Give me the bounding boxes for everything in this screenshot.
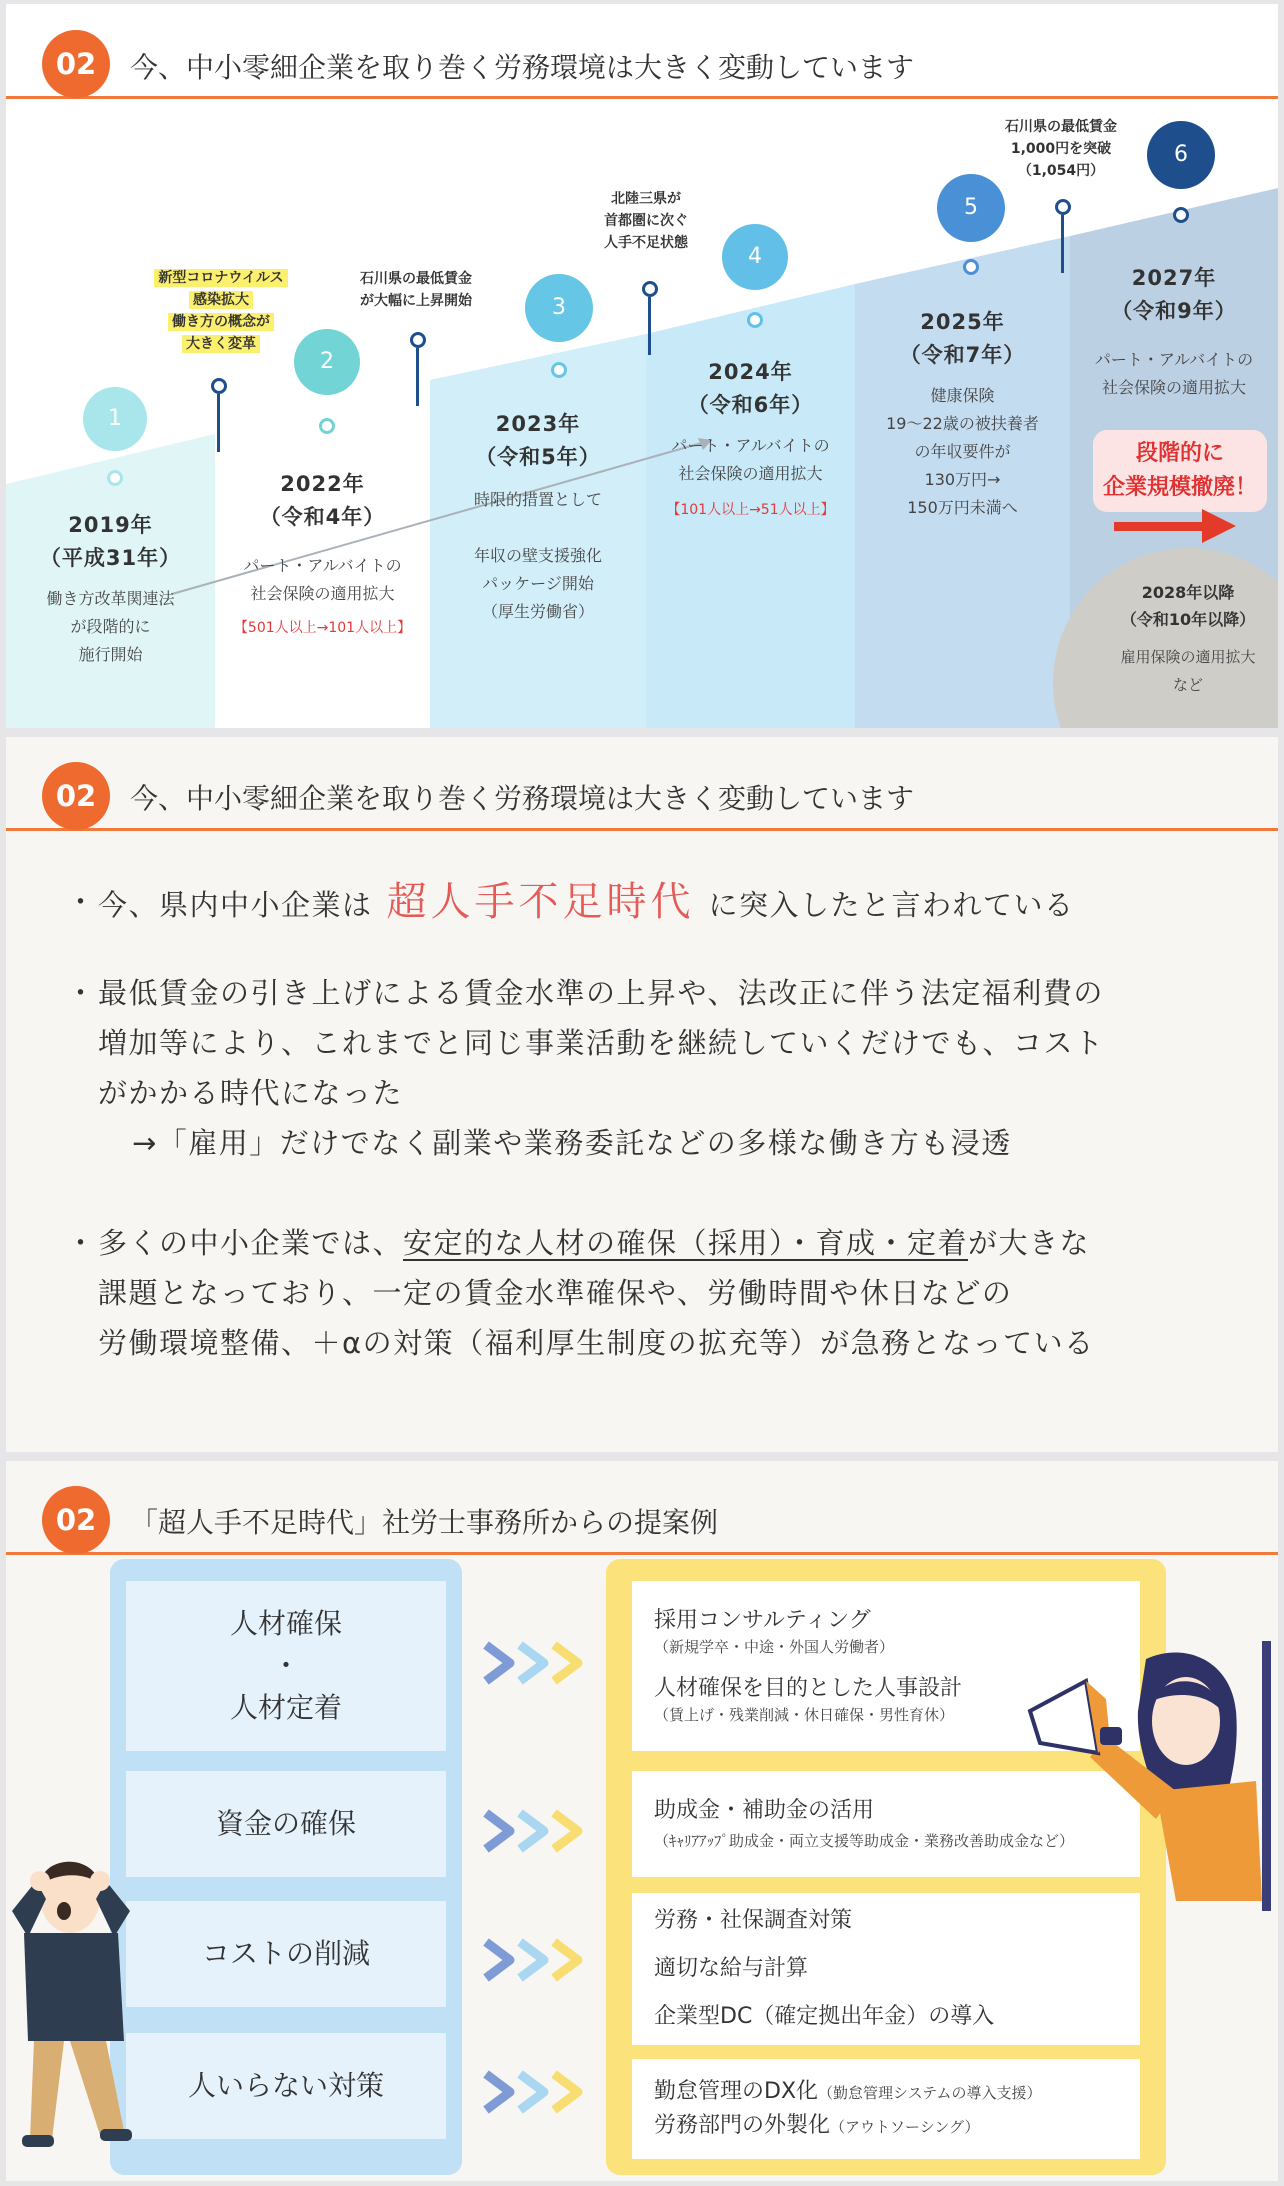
step-5-era: （令和7年） [899,343,1026,367]
wage-1000-pin-line [1061,215,1064,273]
solution-dx [632,2059,1140,2159]
step-6-desc [1070,346,1278,402]
solution-title: 労務部門の外製化 [654,2113,831,2138]
step-4-era: （令和6年） [687,393,814,417]
desc-line: 19〜22歳の被扶養者 [886,414,1039,433]
step-1-desc [6,585,215,669]
hokuriku-note [576,188,716,254]
issue-line: コストの削減 [201,1937,370,1970]
solution-detail: （ｷｬﾘｱｱｯﾌﾟ助成金・両立支援等助成金・業務改善助成金など） [654,1832,1075,1850]
step-3-circle: 3 [525,274,593,342]
desc-line: 働き方改革関連法 [46,589,175,608]
proposal-slide [6,1461,1278,2181]
step-5-marker [963,259,979,275]
note-line: 感染拡大 [189,291,253,309]
bullet-line: 労働環境整備、＋αの対策（福利厚生制度の拡充等）が急務となっている [98,1326,1095,1360]
section-badge: 02 [42,1486,110,1554]
step-4-marker [747,312,763,328]
step-1-marker [107,470,123,486]
step-5-circle: 5 [937,174,1005,242]
solution-detail: （アウトソーシング） [830,2118,980,2136]
slide-header [6,1461,1278,1555]
desc-line: など [1172,676,1203,694]
step-3-era: （令和5年） [475,445,601,469]
step-2-era: （令和4年） [259,505,386,529]
step-3-year: 2023年 [495,412,581,436]
solution-row [654,2111,1140,2141]
solution-detail: （新規学卒・中途・外国人労働者） [654,1638,895,1656]
wage-up-pin [410,332,426,348]
step-3-marker [551,362,567,378]
solution-title: 労務・社保調査対策 [654,1908,853,1933]
step-1-text [6,509,215,669]
environment-slide [6,737,1278,1452]
desc-line: が段階的に [70,617,151,636]
desc-line: 年収の壁支援強化 [473,546,602,565]
covid-pin [211,378,227,394]
step-3-desc [430,486,646,626]
desc-line: 150万円未満へ [907,498,1018,517]
step-2-circle: 2 [294,329,360,395]
bullet-list [66,877,1226,1418]
step-2-desc [215,552,430,642]
bullet-2 [66,968,1226,1168]
note-line: 新型コロナウイルス [154,269,287,287]
step-1-year: 2019年 [68,513,153,537]
emphasis-text: 超人手不足時代 [386,879,695,925]
step-6-text [1070,262,1278,402]
solution-title: 勤怠管理のDX化 [654,2079,819,2104]
slide-title: 今、中小零細企業を取り巻く労務環境は大きく変動しています [130,51,915,84]
note-line: 首都圏に次ぐ [604,213,688,229]
note-line: 働き方の概念が [168,313,274,331]
step-4-year: 2024年 [708,360,793,384]
desc-line: 雇用保険の適用拡大 [1120,648,1256,666]
section-badge: 02 [42,762,110,830]
step-4-desc [646,432,855,524]
chevron-arrows-3-icon [480,1936,590,1984]
bullet-text: が大きな [968,1226,1091,1260]
bullet-1 [66,877,1226,930]
solution-title: 企業型DC（確定拠出年金）の導入 [654,2004,995,2029]
issues-column [110,1559,462,2175]
note-line: 北陸三県が [611,191,681,207]
desc-line: 社会保険の適用拡大 [1101,378,1246,397]
bullet-line: がかかる時代になった [98,1076,404,1110]
bullet-dot: ・ [66,976,97,1010]
bullet-line: 課題となっており、一定の賃金水準確保や、労働時間や休日などの [98,1276,1013,1310]
slide-title: 今、中小零細企業を取り巻く労務環境は大きく変動しています [130,782,915,815]
red-arrow-shaft [1114,522,1202,531]
desc-line: 社会保険の適用拡大 [678,464,823,483]
issue-line: 人材定着 [229,1691,342,1724]
solution-title: 人材確保を目的とした人事設計 [654,1676,963,1701]
issue-cost [126,1901,446,2007]
bullet-dot: ・ [66,1226,97,1260]
note-line: 人手不足状態 [604,235,688,251]
slide-title: 「超人手不足時代」社労士事務所からの提案例 [130,1506,719,1539]
step-2-marker [319,418,335,434]
section-badge: 02 [42,30,110,98]
step-6-era: （令和9年） [1111,299,1237,323]
hokuriku-pin-line [648,297,651,355]
future-year: 2028年以降 [1141,583,1235,602]
bullet-subline: →「雇用」だけでなく副業や業務委託などの多様な働き方も浸透 [132,1126,1012,1160]
bullet-text: に突入したと言われている [708,888,1075,922]
bullet-text: 今、県内中小企業は [98,888,373,922]
solution-detail: （賃上げ・残業削減・休日確保・男性育休） [654,1706,955,1724]
desc-line: パッケージ開始 [482,574,594,593]
red-arrow-icon [1202,509,1236,543]
covid-note [116,267,326,355]
issue-labor-saving [126,2033,446,2139]
note-line: が大幅に上昇開始 [360,293,472,309]
wage-up-pin-line [416,348,419,406]
bullet-text: 多くの中小企業では、 [98,1226,404,1260]
issue-line: ・ [271,1649,300,1682]
note-line: 石川県の最低賃金 [1005,119,1117,135]
bullet-line: 最低賃金の引き上げによる賃金水準の上昇や、法改正に伴う法定福利費の [98,976,1104,1010]
step-4-circle: 4 [722,224,788,290]
note-line: 大きく変革 [182,335,260,353]
covid-pin-line [217,394,220,452]
issue-talent [126,1581,446,1751]
step-4-text [646,356,855,524]
bullet-line [98,1218,1226,1268]
desc-line: 健康保険 [930,386,995,405]
solution-row [654,2077,1140,2107]
desc-line: （厚生労働省） [481,602,594,621]
desc-line: パート・アルバイトの [671,436,830,455]
future-text [1053,579,1278,699]
timeline-slide [6,4,1278,728]
desc-line: 社会保険の適用拡大 [250,584,395,603]
wage-up-note [326,268,506,312]
step-5-desc [855,382,1070,522]
step-6-circle: 6 [1147,121,1215,189]
step-4-change: 【101人以上→51人以上】 [666,502,835,518]
step-6-year: 2027年 [1131,266,1217,290]
desc-line: 施行開始 [78,645,143,664]
issue-funding [126,1771,446,1877]
desc-line: の年収要件が [914,442,1011,461]
step-5-text [855,306,1070,522]
solution-title: 適切な給与計算 [654,1956,809,1981]
step-2-text [215,468,430,642]
solution-title: 採用コンサルティング [654,1608,871,1633]
desc-line: パート・アルバイトの [1094,350,1254,369]
scale-abolition-callout [1093,430,1267,512]
future-desc [1053,643,1278,699]
bullet-3 [66,1218,1226,1368]
solution-cost [632,1893,1140,2045]
future-era: （令和10年以降） [1120,610,1256,629]
solution-title: 助成金・補助金の活用 [654,1798,875,1823]
chevron-arrows-1-icon [480,1639,590,1687]
desc-line: パート・アルバイトの [243,556,402,575]
bullet-dot: ・ [66,885,97,919]
step-1-circle: 1 [83,387,147,451]
solution-detail: （勤怠管理システムの導入支援） [818,2084,1042,2102]
note-line: 1,000円を突破 [1010,141,1112,157]
slide-header [6,737,1278,831]
megaphone-woman-icon [1026,1641,1276,1911]
wage-1000-pin [1055,199,1071,215]
issue-line: 人材確保 [229,1607,342,1640]
bullet-line: 増加等により、これまでと同じ事業活動を継続していくだけでも、コスト [98,1026,1105,1060]
note-line: （1,054円） [1017,163,1105,179]
step-3-text [430,408,646,626]
desc-line: 時限的措置として [473,490,602,509]
chevron-arrows-4-icon [480,2068,590,2116]
step-1-era: （平成31年） [39,546,182,570]
note-line: 石川県の最低賃金 [360,271,472,287]
wage-1000-note [971,116,1151,182]
issue-line: 人いらない対策 [187,2069,384,2102]
underlined-text: 安定的な人材の確保（採用）・育成・定着 [403,1226,969,1260]
callout-line: 段階的に [1135,441,1224,466]
hokuriku-pin [642,281,658,297]
chevron-arrows-2-icon [480,1807,590,1855]
desc-line: 130万円→ [924,470,1001,489]
callout-line: 企業規模撤廃！ [1102,475,1257,500]
step-2-change: 【501人以上→101人以上】 [233,620,412,636]
issue-line: 資金の確保 [215,1807,356,1840]
step-6-marker [1173,207,1189,223]
worried-man-icon [6,1841,146,2151]
step-2-year: 2022年 [280,472,365,496]
step-5-year: 2025年 [920,310,1005,334]
